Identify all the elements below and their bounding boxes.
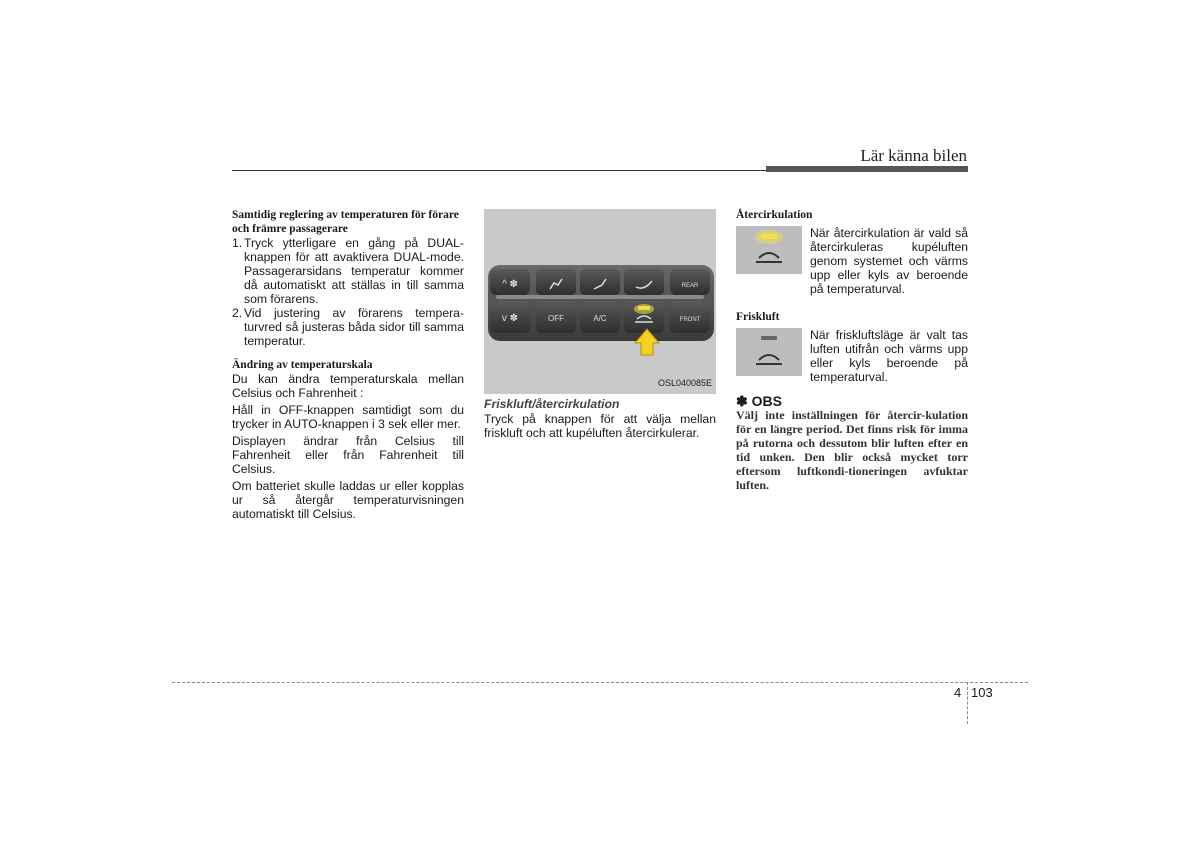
paragraph: Du kan ändra temperaturskala mellan Celsius och Fahrenheit : (232, 372, 464, 400)
paragraph: Displayen ändrar från Celsius till Fahrenheit eller från Fahrenheit till Celsius. (232, 434, 464, 476)
chapter-number: 4 (954, 685, 962, 700)
panel-divider (496, 295, 704, 299)
header-rule (232, 170, 768, 171)
list-item (232, 236, 464, 306)
note-title: ✽ OBS (736, 393, 782, 409)
svg-text:A/C: A/C (593, 314, 607, 323)
section-heading-dual: Samtidig reglering av temperaturen för förare och främre passagerare (232, 209, 459, 235)
svg-text:OFF: OFF (548, 314, 564, 323)
note-body: Välj inte inställningen för återcir-kulation för en längre period. Det finns risk för imma på rutorna och dessutom blir luften efter en tid unken. Den blir också mycket torr eftersom luftkondi-tioneringen avfuktar luften. (736, 408, 968, 492)
indicator-light (638, 306, 650, 310)
page-header-title: Lär känna bilen (860, 146, 967, 165)
section-heading-recirculation: Återcirkulation (736, 209, 813, 221)
rear-defrost-button (670, 269, 710, 295)
fresh-air-block (736, 328, 968, 384)
right-column (736, 208, 968, 492)
car-fresh-air-icon (756, 355, 782, 364)
svg-text:FRONT: FRONT (679, 317, 701, 323)
header-rule-accent (766, 166, 968, 172)
svg-text:v ✽: v ✽ (501, 313, 519, 324)
figure-caption-body: Tryck på knappen för att välja mellan friskluft och att kupéluften återcirkulerar. (484, 412, 716, 440)
mode-defrost-floor-button (624, 269, 664, 295)
recirculation-button-thumbnail (736, 226, 802, 274)
section-heading-fresh-air: Friskluft (736, 311, 780, 323)
svg-text:REAR: REAR (681, 283, 699, 289)
fresh-air-text: När friskluftsläge är valt tas luften utifrån och värms upp eller kyls beroende på temperaturval. (810, 328, 968, 384)
left-column (232, 208, 464, 524)
recirculation-text: När återcirkulation är vald så återcirkuleras kupéluften genom systemet och värms upp eller kyls av beroende på temperaturval. (810, 226, 968, 296)
figure-caption-title: Friskluft/återcirkulation (484, 397, 620, 411)
svg-text:^ ✽: ^ ✽ (502, 279, 518, 290)
list-number: 2. (232, 306, 243, 320)
page-number: 103 (971, 685, 993, 700)
paragraph: Om batteriet skulle laddas ur eller kopplas ur så återgår temperaturvisningen automatiskt till Celsius. (232, 479, 464, 521)
climate-panel-illustration (484, 209, 716, 394)
footer-divider (967, 682, 968, 724)
list-text: Vid justering av förarens tempera-turvred så justeras båda sidor till samma temperatur. (244, 306, 464, 348)
mode-floor-button (580, 269, 620, 295)
climate-panel-figure (484, 209, 716, 394)
recirculation-block (736, 226, 968, 296)
list-number: 1. (232, 236, 243, 250)
list-item (232, 306, 464, 348)
paragraph: Håll in OFF-knappen samtidigt som du trycker in AUTO-knappen i 3 sek eller mer. (232, 403, 464, 431)
footer-rule (172, 682, 1028, 683)
figure-code: OSL040085E (657, 378, 712, 388)
list-text: Tryck ytterligare en gång på DUAL-knappen för att avaktivera DUAL-mode. Passagerarsidans temperatur kommer då automatiskt att ställas in till samma som förarens. (244, 236, 464, 306)
mode-face-button (536, 269, 576, 295)
car-recirculation-icon (756, 253, 782, 262)
fresh-air-button-thumbnail (736, 328, 802, 376)
section-heading-scale: Ändring av temperaturskala (232, 359, 373, 371)
